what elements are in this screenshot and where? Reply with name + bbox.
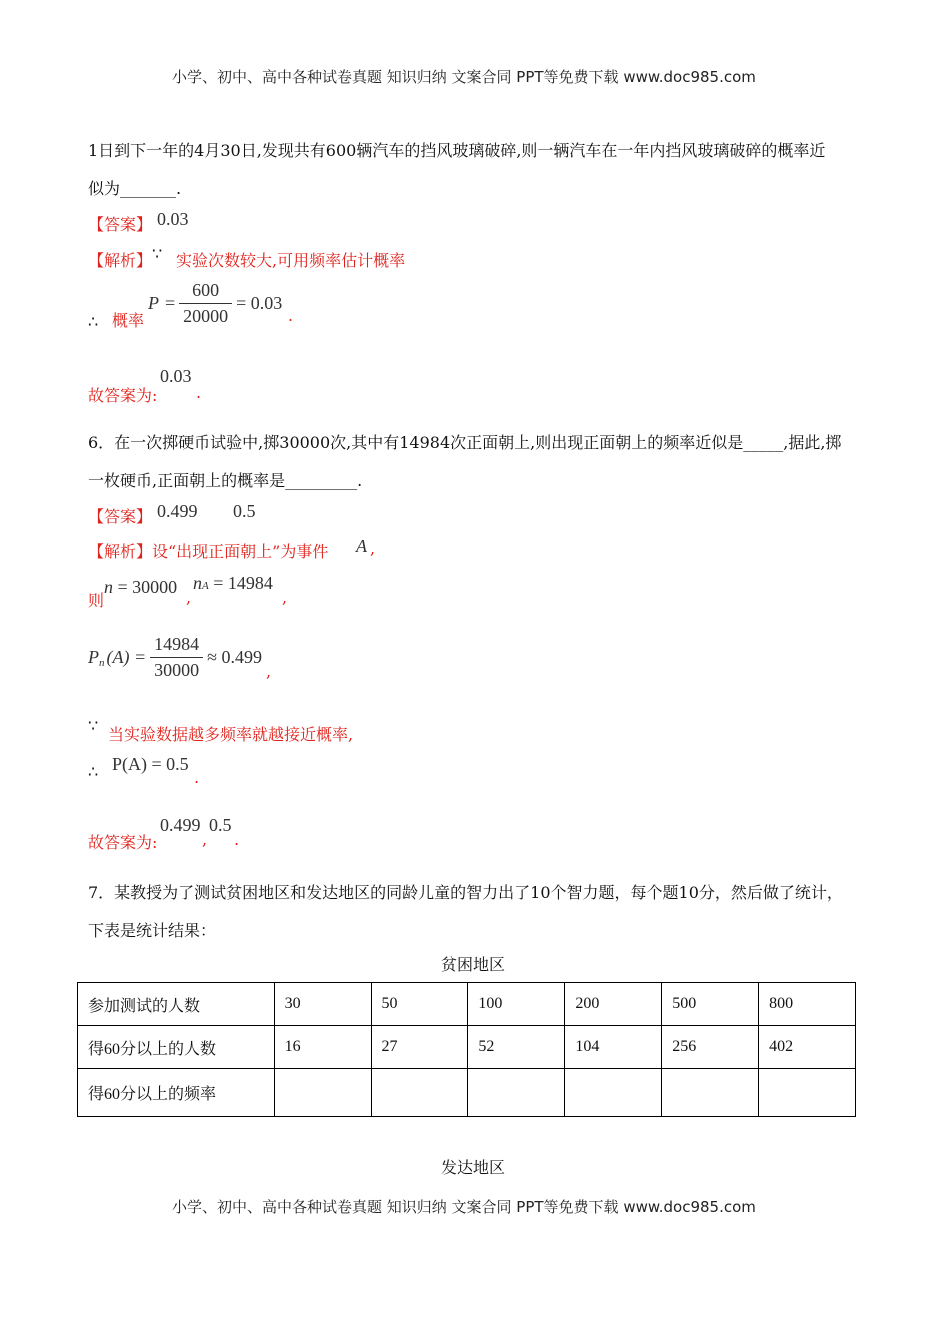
q5-p-var: P [148, 293, 159, 313]
q7-table2-title: 发达地区 [441, 1158, 506, 1177]
q6-approx: ≈ 0.499 [207, 647, 263, 667]
q6-na-eq-value: = 14984 [213, 573, 273, 593]
table-cell [662, 1069, 759, 1117]
table-cell: 16 [274, 1026, 371, 1069]
table-cell: 402 [759, 1026, 856, 1069]
q5-because-symbol: ∵ [152, 244, 163, 263]
table-cell [565, 1069, 662, 1117]
q5-final-value: 0.03 [160, 366, 192, 386]
q5-answer-value: 0.03 [157, 209, 189, 229]
table-cell: 27 [371, 1026, 468, 1069]
table-cell: 30 [274, 983, 371, 1026]
q6-na-base: n [193, 573, 202, 593]
q6-dot: . [194, 768, 200, 787]
q5-result: = 0.03 [236, 293, 283, 313]
q6-final-label: 故答案为: [88, 833, 158, 852]
q6-pn-base: P [88, 647, 99, 667]
q6-comma3: , [266, 662, 272, 681]
q7-line2: 下表是统计结果： [88, 921, 217, 940]
q5-eq: = [165, 293, 176, 313]
q5-dot: . [288, 306, 294, 325]
q6-event-var: A [356, 536, 367, 556]
q5-final-dot: . [196, 383, 202, 402]
q5-therefore-symbol: ∴ [88, 312, 99, 331]
table-cell: 104 [565, 1026, 662, 1069]
q6-na-sub: A [202, 580, 209, 592]
q6-comma2: , [282, 588, 288, 607]
q6-frac-num: 14984 [154, 634, 200, 654]
q6-final-dot: . [234, 830, 240, 849]
q6-n-eq: n = 30000 [104, 577, 178, 597]
page-footer: 小学、初中、高中各种试卷真题 知识归纳 文案合同 PPT等免费下载 www.doc985.com [172, 1198, 756, 1216]
table-cell [274, 1069, 371, 1117]
q6-answer-value2: 0.5 [233, 501, 256, 521]
row-label: 得60分以上的频率 [78, 1069, 275, 1117]
q7-stat-table [77, 982, 856, 1117]
page-header: 小学、初中、高中各种试卷真题 知识归纳 文案合同 PPT等免费下载 www.doc985.com [172, 68, 756, 86]
q6-event-comma: , [370, 539, 376, 558]
q6-reason: 当实验数据越多频率就越接近概率, [108, 725, 354, 744]
row-label: 得60分以上的人数 [78, 1026, 275, 1069]
q6-line1: 6．在一次掷硬币试验中,掷30000次,其中有14984次正面朝上,则出现正面朝上的频率近似是_____,据此,掷 [88, 433, 842, 452]
q6-comma1: , [186, 588, 192, 607]
q6-formula [88, 634, 262, 681]
q6-therefore-symbol: ∴ [88, 762, 99, 781]
table-cell: 500 [662, 983, 759, 1026]
table-cell [468, 1069, 565, 1117]
q6-pa-eq: P(A) = 0.5 [112, 754, 189, 774]
q5-final-label: 故答案为: [88, 386, 158, 405]
table-cell: 100 [468, 983, 565, 1026]
q6-final-value2: 0.5 [209, 815, 232, 835]
q5-line1: 1日到下一年的4月30日,发现共有600辆汽车的挡风玻璃破碎,则一辆汽车在一年内挡风玻璃破碎的概率近 [88, 141, 826, 160]
q6-final-value1: 0.499 [160, 815, 201, 835]
q6-then: 则 [88, 591, 105, 610]
table-cell: 200 [565, 983, 662, 1026]
q5-analysis-text: 实验次数较大,可用频率估计概率 [176, 251, 406, 270]
table-row [78, 983, 856, 1026]
table-cell: 800 [759, 983, 856, 1026]
table-cell [759, 1069, 856, 1117]
q6-analysis-label: 【解析】 [88, 542, 153, 561]
table-row [78, 1069, 856, 1117]
table-cell: 52 [468, 1026, 565, 1069]
q7-line1: 7．某教授为了测试贫困地区和发达地区的同龄儿童的智力出了10个智力题，每个题10分，然后做了统计， [88, 883, 843, 902]
table-cell: 256 [662, 1026, 759, 1069]
q6-frac-den: 30000 [150, 657, 203, 681]
table-row [78, 1026, 856, 1069]
q6-na-eq [193, 573, 273, 594]
table-cell: 50 [371, 983, 468, 1026]
q5-answer-label: 【答案】 [88, 215, 153, 234]
q5-line2: 似为_______. [88, 179, 182, 198]
q6-pn-arg: (A) = [106, 647, 147, 667]
q5-frac-den: 20000 [179, 303, 232, 327]
q6-because-symbol: ∵ [88, 716, 99, 735]
q5-analysis-label: 【解析】 [88, 251, 153, 270]
q5-prob-label: 概率 [112, 311, 145, 330]
q6-answer-value1: 0.499 [157, 501, 198, 521]
q6-pn-sub: n [99, 656, 105, 669]
q5-frac-num: 600 [192, 280, 220, 300]
q6-final-sep: , [202, 830, 208, 849]
table-cell [371, 1069, 468, 1117]
row-label: 参加测试的人数 [78, 983, 275, 1026]
q5-fraction [179, 280, 232, 327]
q5-formula [148, 280, 282, 327]
q6-answer-label: 【答案】 [88, 507, 153, 526]
q6-analysis-text: 设“出现正面朝上”为事件 [152, 542, 329, 561]
q6-line2: 一枚硬币,正面朝上的概率是_________. [88, 471, 363, 490]
q6-fraction [150, 634, 203, 681]
q7-table-title: 贫困地区 [441, 955, 506, 974]
